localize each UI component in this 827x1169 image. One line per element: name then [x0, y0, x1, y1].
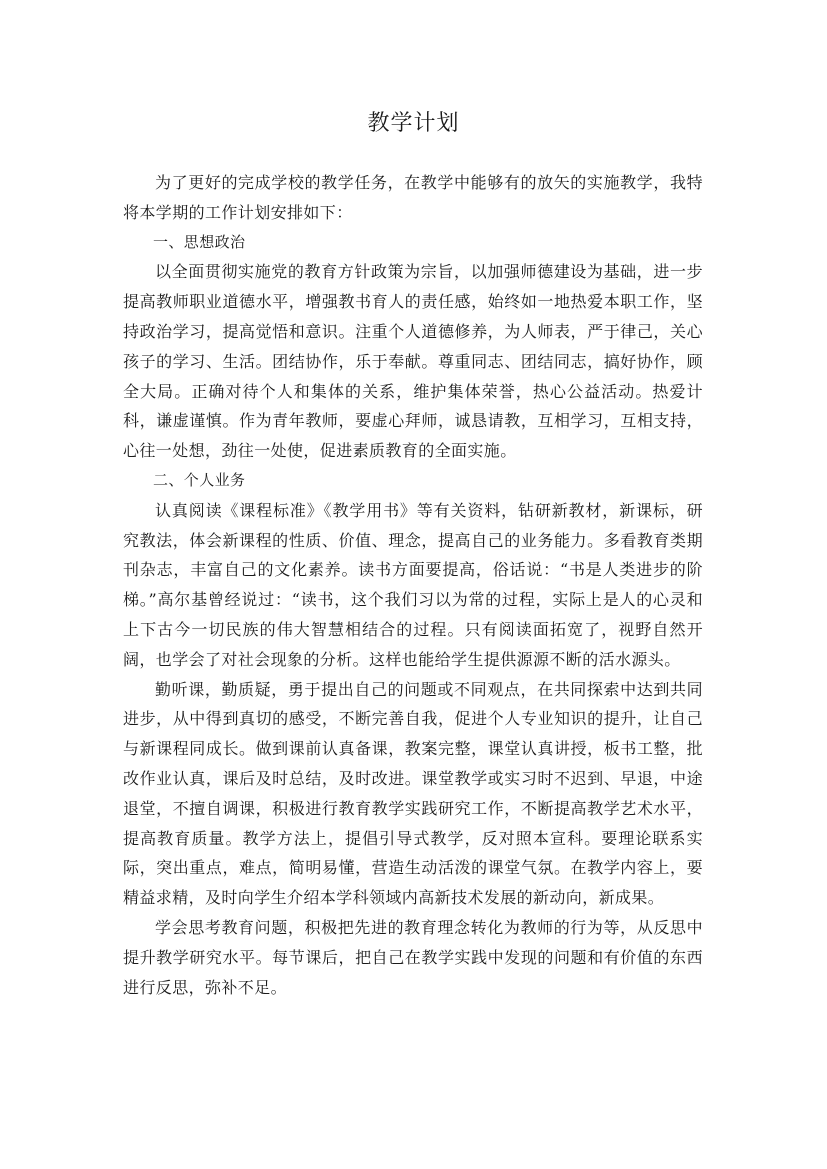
professional-paragraph-teaching: 勤听课，勤质疑，勇于提出自己的问题或不同观点，在共同探索中达到共同进步，从中得到真切的感受，不断完善自我，促进个人专业知识的提升，让自己与新课程同成长。做到课前认真备课，教案完整，课堂认真讲授，板书工整，批改作业认真，课后及时总结，及时改进。课堂教学或实习时不迟到、早退，中途退堂，不擅自调课，积极进行教育教学实践研究工作，不断提高教学艺术水平，提高教育质量。教学方法上，提倡引导式教学，反对照本宣科。要理论联系实际，突出重点，难点，简明易懂，营造生动活泼的课堂气氛。在教学内容上，要精益求精，及时向学生介绍本学科领域内高新技术发展的新动向，新成果。: [123, 679, 703, 908]
politics-paragraph: 以全面贯彻实施党的教育方针政策为宗旨，以加强师德建设为基础，进一步提高教师职业道德水平，增强教书育人的责任感，始终如一地热爱本职工作，坚持政治学习，提高觉悟和意识。注重个人道德修养，为人师表，严于律己，关心孩子的学习、生活。团结协作，乐于奉献。尊重同志、团结同志，搞好协作，顾全大局。正确对待个人和集体的关系，维护集体荣誉，热心公益活动。热爱计科，谦虚谨慎。作为青年教师，要虚心拜师，诚恳请教，互相学习，互相支持，心往一处想，劲往一处使，促进素质教育的全面实施。: [123, 262, 703, 461]
intro-paragraph: 为了更好的完成学校的教学任务，在教学中能够有的放矢的实施教学，我特将本学期的工作计划安排如下：: [123, 173, 703, 222]
professional-paragraph-reflection: 学会思考教育问题，积极把先进的教育理念转化为教师的行为等，从反思中提升教学研究水平。每节课后，把自己在教学实践中发现的问题和有价值的东西进行反思，弥补不足。: [123, 917, 703, 997]
document-body: [123, 168, 703, 1002]
professional-paragraph-reading: 认真阅读《课程标准》《教学用书》等有关资料，钻研新教材，新课标，研究教法，体会新课程的性质、价值、理念，提高自己的业务能力。多看教育类期刊杂志，丰富自己的文化素养。读书方面要提高，俗话说：“书是人类进步的阶梯。”高尔基曾经说过：“读书，这个我们习以为常的过程，实际上是人的心灵和上下古今一切民族的伟大智慧相结合的过程。只有阅读面拓宽了，视野自然开阔，也学会了对社会现象的分析。这样也能给学生提供源源不断的活水源头。: [123, 500, 703, 669]
section-heading-politics: 一、思想政治: [153, 232, 246, 251]
document-title: 教学计划: [367, 111, 460, 136]
section-heading-professional: 二、个人业务: [153, 470, 246, 489]
